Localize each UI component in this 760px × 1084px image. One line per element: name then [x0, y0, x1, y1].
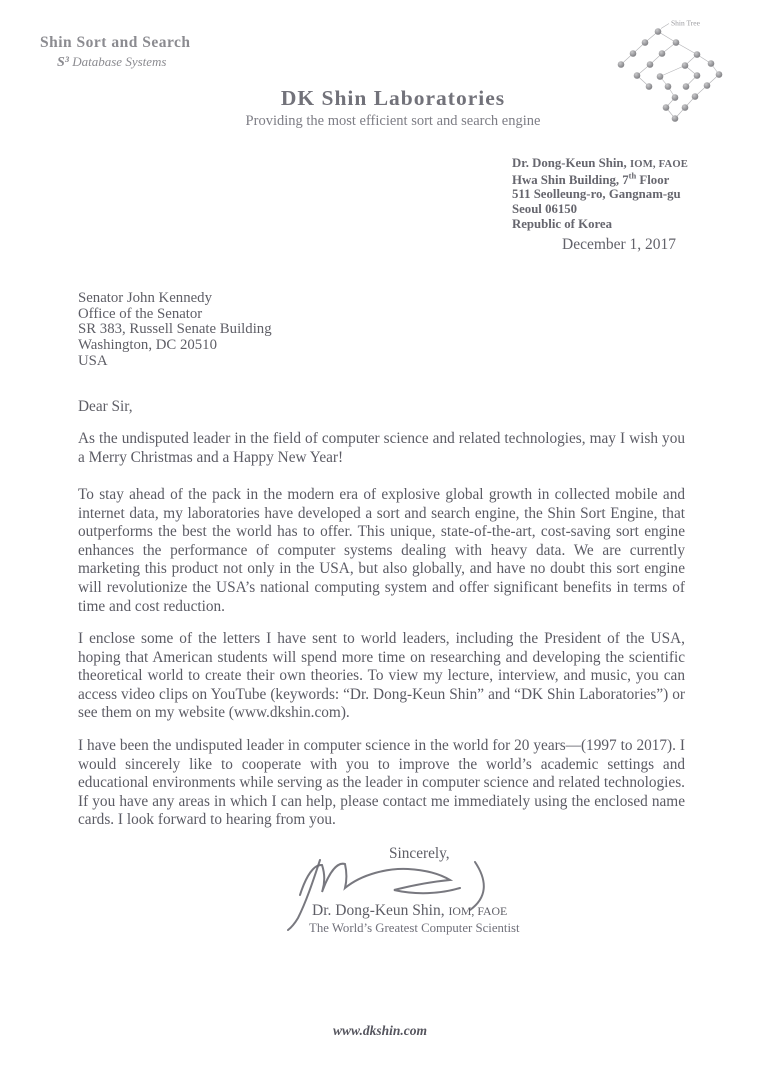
letter-date: December 1, 2017	[562, 236, 677, 253]
sender-line-building	[512, 170, 688, 188]
sender-line-city: Seoul 06150	[512, 202, 578, 217]
company-name: DK Shin Laboratories	[280, 86, 506, 110]
footer-website: www.dkshin.com	[332, 1023, 428, 1038]
sender-line-street: 511 Seolleung-ro, Gangnam-gu	[512, 187, 681, 202]
sender-line-country: Republic of Korea	[512, 216, 613, 231]
sender-line-name	[512, 156, 688, 173]
signer-title: The World’s Greatest Computer Scientist	[309, 921, 520, 935]
salutation: Dear Sir,	[78, 398, 133, 415]
recipient-address-block	[78, 291, 272, 370]
company-header	[0, 86, 760, 130]
brand-subtitle	[57, 54, 191, 71]
sender-building-sup: th	[628, 170, 637, 181]
signer-name: Dr. Dong-Keun Shin,	[312, 902, 449, 919]
sender-honors: IOM, FAOE	[629, 159, 689, 170]
signer-honors: IOM, FAOE	[448, 904, 508, 918]
body-paragraph-4: I have been the undisputed leader in computer science in the world for 20 years—(1997 to 2017). I would sincerely like to cooperate with you to improve the world’s academic settings and educational environments while serving as the leader in computer science and related technologies. If you have any areas in which I can help, please contact me immediately using the enclosed name cards. I look forward to hearing from you.	[78, 737, 685, 829]
body-paragraph-3: I enclose some of the letters I have sent to world leaders, including the President of the USA, hoping that American students will spend more time on researching and developing the scientific theoretical world to create their own theories. To view my lecture, interview, and music, you can access video clips on YouTube (keywords: “Dr. Dong-Keun Shin” and “DK Shin Laboratories”) or see them on my website (www.dkshin.com).	[78, 630, 685, 722]
signature-stroke-main	[300, 864, 460, 895]
recipient-city: Washington, DC 20510	[78, 337, 217, 354]
recipient-country: USA	[78, 352, 108, 369]
valediction: Sincerely,	[389, 845, 450, 862]
tree-label: Shin Tree	[671, 18, 700, 28]
recipient-name: Senator John Kennedy	[78, 290, 212, 306]
body-paragraph-2: To stay ahead of the pack in the modern era of explosive global growth in collected mobile and internet data, my laboratories have developed a sort and search engine, the Shin Sort Engine, that outperforms the best the world has to offer. This unique, state-of-the-art, cost-saving sort engine enhances the performance of computer systems dealing with heavy data. We are currently marketing this product not only in the USA, but also globally, and have no doubt this sort engine will revolutionize the USA’s national computing system and offer significant benefits in terms of time and cost reduction.	[78, 486, 685, 615]
company-tagline: Providing the most efficient sort and search engine	[245, 113, 541, 129]
recipient-office: Office of the Senator	[78, 305, 203, 322]
body-paragraph-1: As the undisputed leader in the field of computer science and related technologies, may I wish you a Merry Christmas and a Happy New Year!	[78, 430, 685, 466]
sender-address-block	[512, 156, 688, 232]
sender-building-pre: Hwa Shin Building, 7	[512, 172, 629, 187]
sender-name: Dr. Dong-Keun Shin,	[512, 156, 630, 170]
sender-building-post: Floor	[636, 172, 670, 187]
brand-s3: S³	[57, 55, 69, 70]
recipient-street: SR 383, Russell Senate Building	[78, 321, 272, 338]
brand-title: Shin Sort and Search	[40, 34, 191, 51]
brand-block	[40, 34, 191, 71]
brand-subtitle-rest: Database Systems	[68, 54, 167, 69]
signer-name-line	[312, 902, 507, 920]
